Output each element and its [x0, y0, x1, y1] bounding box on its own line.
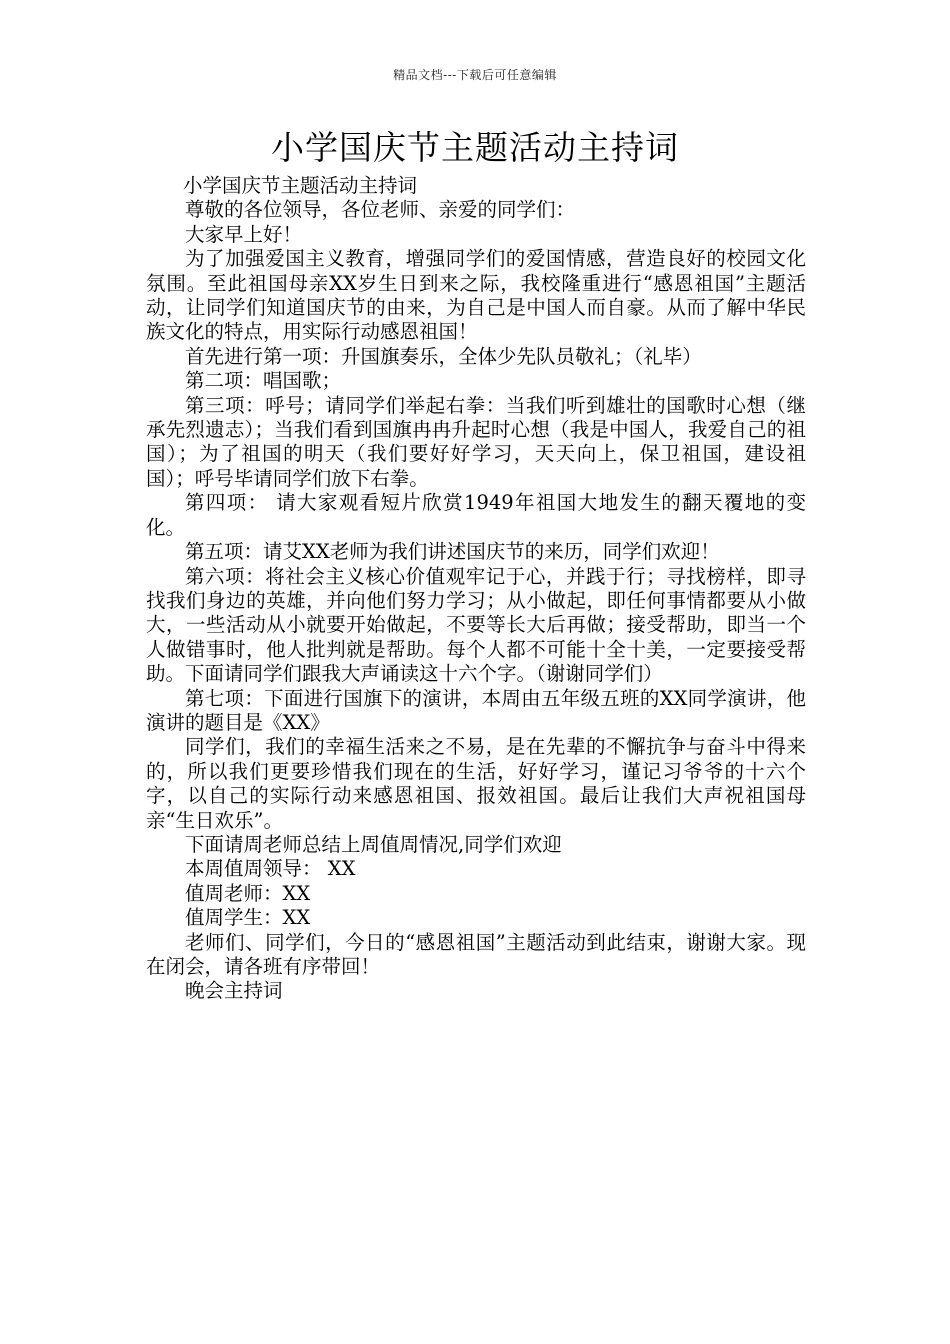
item-6-paragraph: 第六项：将社会主义核心价值观牢记于心，并践于行；寻找榜样，即寻找我们身边的英雄，并向他们努力学习；从小做起，即任何事情都要从小做大，一些活动从小就要开始做起，不要等长大后再做；接受帮助，即当一个人做错事时，他人批判就是帮助。每个人都不可能十全十美，一定要接受帮助。下面请同学们跟我大声诵读这十六个字。（谢谢同学们）: [146, 564, 806, 686]
greeting-paragraph: 尊敬的各位领导，各位老师、亲爱的同学们：: [185, 198, 576, 222]
subtitle-paragraph: 小学国庆节主题活动主持词: [183, 174, 418, 197]
item-1-paragraph: 首先进行第一项：升国旗奏乐，全体少先队员敬礼；（礼毕）: [185, 344, 702, 368]
speech-paragraph: 同学们，我们的幸福生活来之不易，是在先辈的不懈抗争与奋斗中得来的，所以我们更要珍惜我们现在的生活，好好学习，谨记习爷爷的十六个字，以自己的实际行动来感恩祖国、报效祖国。最后让我们大声祝祖国母亲“生日欢乐”。: [146, 735, 806, 832]
item-7-paragraph: 第七项：下面进行国旗下的演讲，本周由五年级五班的XX同学演讲，他演讲的题目是《XX》: [146, 686, 806, 734]
item-3-paragraph: 第三项：呼号；请同学们举起右拳：当我们听到雄壮的国歌时心想（继承先烈遗志）；当我们看到国旗冉冉升起时心想（我是中国人，我爱自己的祖国）；为了祖国的明天（我们要好好学习，天天向上，保卫祖国，建设祖国）；呼号毕请同学们放下右拳。: [146, 393, 806, 490]
item-5-paragraph: 第五项：请艾XX老师为我们讲述国庆节的来历，同学们欢迎！: [185, 540, 720, 564]
duty-student-paragraph: 值周学生：XX: [185, 906, 311, 930]
intro-paragraph: 为了加强爱国主义教育，增强同学们的爱国情感，营造良好的校园文化氛围。至此祖国母亲XX岁生日到来之际，我校隆重进行“感恩祖国”主题活动，让同学们知道国庆节的由来，为自己是中国人而自豪。从而了解中华民族文化的特点，用实际行动感恩祖国！: [146, 247, 806, 344]
item-2-paragraph: 第二项：唱国歌；: [185, 369, 342, 393]
summary-paragraph: 下面请周老师总结上周值周情况,同学们欢迎: [185, 832, 562, 856]
final-heading-paragraph: 晚会主持词: [185, 979, 283, 1003]
document-title: 小学国庆节主题活动主持词: [271, 128, 679, 167]
item-4-paragraph: 第四项： 请大家观看短片欣赏1949年祖国大地发生的翻天覆地的变化。: [146, 491, 806, 539]
duty-teacher-paragraph: 值周老师：XX: [185, 881, 311, 905]
page-header-note: 精品文档---下载后可任意编辑: [393, 68, 557, 82]
document-body: [146, 174, 806, 1004]
good-morning-paragraph: 大家早上好！: [185, 222, 303, 246]
duty-leader-paragraph: 本周值周领导： XX: [185, 857, 356, 881]
closing-paragraph: 老师们、同学们，今日的“感恩祖国”主题活动到此结束，谢谢大家。现在闭会，请各班有序带回！: [146, 930, 806, 978]
